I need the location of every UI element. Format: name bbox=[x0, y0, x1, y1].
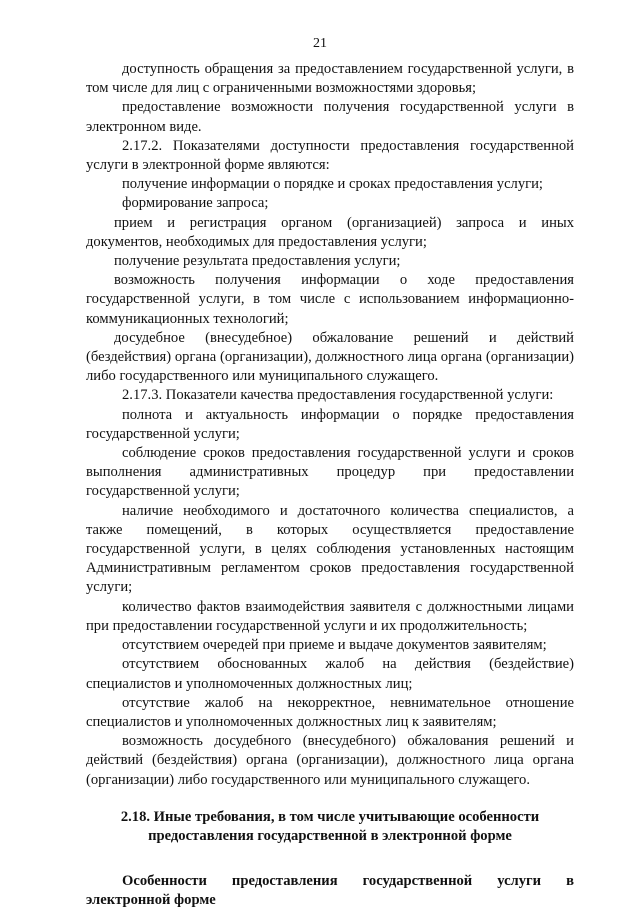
paragraph: полнота и актуальность информации о порядке предоставления государственной услуги; bbox=[86, 406, 574, 442]
paragraph: 2.17.2. Показателями доступности предоставления государственной услуги в электронной форме являются: bbox=[86, 137, 574, 174]
paragraph: прием и регистрация органом (организацией) запроса и иных документов, необходимых для предоставления услуги; bbox=[86, 214, 574, 250]
subsection-heading: Особенности предоставления государственной услуги в электронной форме bbox=[86, 873, 574, 909]
document-body bbox=[86, 60, 574, 911]
paragraph: получение информации о порядке и сроках предоставления услуги; bbox=[122, 176, 543, 193]
page-number: 21 bbox=[313, 36, 327, 51]
paragraph: возможность досудебного (внесудебного) обжалования решений и действий (бездействия) органа (организации), должностного лица органа (организации) либо государственного или муниципального служащего. bbox=[86, 733, 574, 788]
paragraph: 2.17.3. Показатели качества предоставления государственной услуги: bbox=[122, 387, 554, 404]
paragraph: отсутствием очередей при приеме и выдаче документов заявителям; bbox=[122, 637, 547, 654]
paragraph: возможность получения информации о ходе предоставления государственной услуги, в том числе с использованием информационно-коммуникационных технологий; bbox=[86, 272, 574, 327]
paragraph: количество фактов взаимодействия заявителя с должностными лицами при предоставлении государственной услуги и их продолжительность; bbox=[86, 598, 574, 634]
paragraph: формирование запроса; bbox=[122, 195, 269, 212]
section-heading: 2.18. Иные требования, в том числе учитывающие особенности предоставления государственной в электронной форме bbox=[120, 808, 540, 844]
paragraph: соблюдение сроков предоставления государственной услуги и сроков выполнения административных процедур при предоставлении государственной услуги; bbox=[86, 445, 574, 500]
paragraph: предоставление возможности получения государственной услуги в электронном виде. bbox=[86, 99, 574, 135]
paragraph: наличие необходимого и достаточного количества специалистов, а также помещений, в которых осуществляется предоставление государственной услуги, в целях соблюдения установленных настоящим Административным регламентом сроков предоставления государственной услуги; bbox=[86, 502, 574, 596]
paragraph: доступность обращения за предоставлением государственной услуги, в том числе для лиц с ограниченными возможностями здоровья; bbox=[86, 61, 574, 97]
paragraph: отсутствием обоснованных жалоб на действия (бездействие) специалистов и уполномоченных должностных лиц; bbox=[86, 656, 574, 692]
paragraph: досудебное (внесудебное) обжалование решений и действий (бездействия) органа (организации), должностного лица органа (организации) либо государственного или муниципального служащего. bbox=[86, 329, 574, 385]
paragraph: отсутствие жалоб на некорректное, невнимательное отношение специалистов и уполномоченных должностных лиц к заявителям; bbox=[86, 694, 574, 730]
paragraph: получение результата предоставления услуги; bbox=[114, 253, 401, 270]
